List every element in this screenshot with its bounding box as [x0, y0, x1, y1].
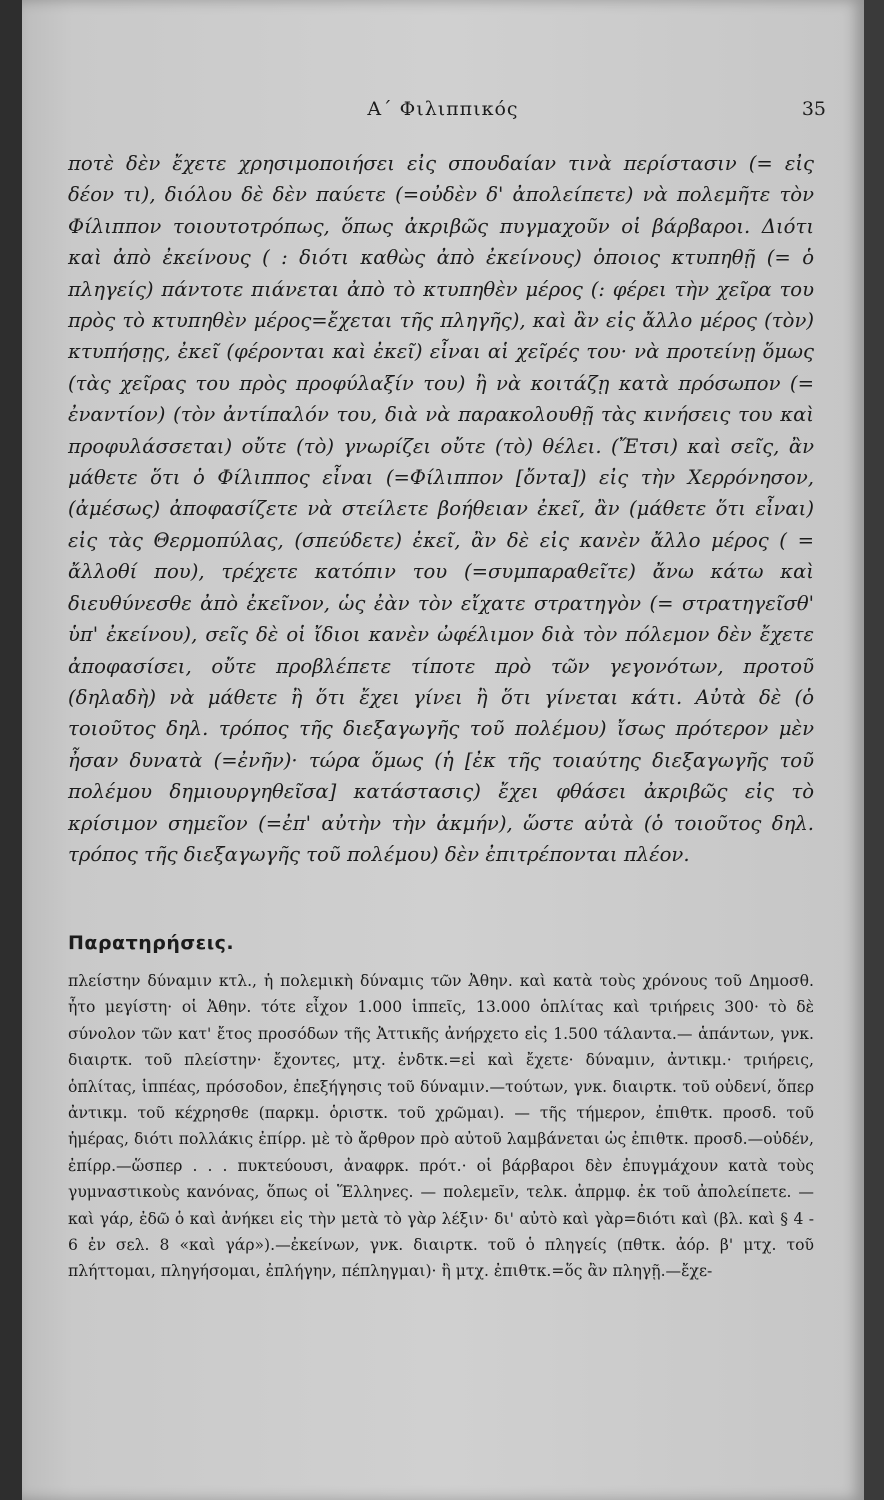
- notes-section: [68, 968, 814, 1285]
- page-number: 35: [801, 98, 826, 120]
- notes-paragraph: πλείστην δύναμιν κτλ., ἡ πολεμικὴ δύναμις τῶν Ἀθην. καὶ κατὰ τοὺς χρόνους τοῦ Δημοσθ. ἦτο μεγίστη· οἱ Ἀθην. τότε εἶχον 1.000 ἱππεῖς, 13.000 ὁπλίτας καὶ τριήρεις 300· τὸ δὲ σύνολον τῶν κατ' ἔτος προσόδων τῆς Ἀττικῆς ἀνήρχετο εἰς 1.500 τάλαντα.— ἁπάντων, γνκ. διαιρτκ. τοῦ πλείστην· ἔχοντες, μτχ. ἐνδτκ.=εἰ καὶ ἔχετε· δύναμιν, ἀντικμ.· τριήρεις, ὁπλίτας, ἱππέας, πρόσοδον, ἐπεξήγησις τοῦ δύναμιν.—τούτων, γνκ. διαιρτκ. τοῦ οὐδενί, ὅπερ ἀντικμ. τοῦ κέχρησθε (παρκμ. ὁριστκ. τοῦ χρῶμαι). — τῆς τήμερον, ἐπιθτκ. προσδ. τοῦ ἡμέρας, διότι πολλάκις ἐπίρρ. μὲ τὸ ἄρθρον πρὸ αὐτοῦ λαμβάνεται ὡς ἐπιθτκ. προσδ.—οὐδέν, ἐπίρρ.—ὥσπερ . . . πυκτεύουσι, ἀναφρκ. πρότ.· οἱ βάρβαροι δὲν ἐπυγμάχουν κατὰ τοὺς γυμναστικοὺς κανόνας, ὅπως οἱ Ἕλληνες. — πολεμεῖν, τελκ. ἀπρμφ. ἐκ τοῦ ἀπολείπετε. — καὶ γάρ, ἐδῶ ὁ καὶ ἀνήκει εἰς τὴν μετὰ τὸ γὰρ λέξιν· δι' αὐτὸ καὶ γὰρ=διότι καὶ (βλ. καὶ § 4 - 6 ἐν σελ. 8 «καὶ γάρ»).—ἐκείνων, γνκ. διαιρτκ. τοῦ ὁ πληγείς (πθτκ. ἀόρ. β' μτχ. τοῦ πλήττομαι, πληγήσομαι, ἐπλήγην, πέπληγμαι)· ἢ μτχ. ἐπιθτκ.=ὅς ἂν πληγῇ.—ἔχε-: [68, 972, 814, 1281]
- page-header: [22, 98, 864, 128]
- book-page: [22, 0, 864, 1500]
- translation-paragraph: ποτὲ δὲν ἔχετε χρησιμοποιήσει εἰς σπουδαίαν τινὰ περίστασιν (= εἰς δέον τι), διόλου δὲ δὲν παύετε (=οὐδὲν δ' ἀπολείπετε) νὰ πολεμῆτε τὸν Φίλιππον τοιουτοτρόπως, ὅπως ἀκριβῶς πυγμαχοῦν οἱ βάρβαροι. Διότι καὶ ἀπὸ ἐκείνους ( : διότι καθὼς ἀπὸ ἐκείνους) ὁποιος κτυπηθῇ (= ὁ πληγείς) πάντοτε πιάνεται ἀπὸ τὸ κτυπηθὲν μέρος (: φέρει τὴν χεῖρα του πρὸς τὸ κτυπηθὲν μέρος=ἔχεται τῆς πληγῆς), καὶ ἂν εἰς ἄλλο μέρος (τὸν) κτυπήσῃς, ἐκεῖ (φέρονται καὶ ἐκεῖ) εἶναι αἱ χεῖρές του· νὰ προτείνῃ ὅμως (τὰς χεῖρας του πρὸς προφύλαξίν του) ἢ νὰ κοιτάζῃ κατὰ πρόσωπον (= ἐναντίον) (τὸν ἀντίπαλόν του, διὰ νὰ παρακολουθῇ τὰς κινήσεις του καὶ προφυλάσσεται) οὔτε (τὸ) γνωρίζει οὔτε (τὸ) θέλει. (Ἔτσι) καὶ σεῖς, ἂν μάθετε ὅτι ὁ Φίλιππος εἶναι (=Φίλιππον [ὄντα]) εἰς τὴν Χερρόνησον, (ἀμέσως) ἀποφασίζετε νὰ στείλετε βοήθειαν ἐκεῖ, ἂν (μάθετε ὅτι εἶναι) εἰς τὰς Θερμοπύλας, (σπεύδετε) ἐκεῖ, ἂν δὲ εἰς κανὲν ἄλλο μέρος ( = ἄλλοθί που), τρέχετε κατόπιν του (=συμπαραθεῖτε) ἄνω κάτω καὶ διευθύνεσθε ἀπὸ ἐκεῖνον, ὡς ἐὰν τὸν εἴχατε στρατηγὸν (= στρατηγεῖσθ' ὑπ' ἐκείνου), σεῖς δὲ οἱ ἴδιοι κανὲν ὠφέλιμον διὰ τὸν πόλεμον δὲν ἔχετε ἀποφασίσει, οὔτε προβλέπετε τίποτε πρὸ τῶν γεγονότων, προτοῦ (δηλαδὴ) νὰ μάθετε ἢ ὅτι ἔχει γίνει ἢ ὅτι γίνεται κάτι. Αὐτὰ δὲ (ὁ τοιοῦτος δηλ. τρόπος τῆς διεξαγωγῆς τοῦ πολέμου) ἴσως πρότερον μὲν ἦσαν δυνατὰ (=ἐνῆν)· τώρα ὅμως (ἡ [ἐκ τῆς τοιαύτης διεξαγωγῆς τοῦ πολέμου δημιουργηθεῖσα] κατάστασις) ἔχει φθάσει ἀκριβῶς εἰς τὸ κρίσιμον σημεῖον (=ἐπ' αὐτὴν τὴν ἀκμήν), ὥστε αὐτὰ (ὁ τοιοῦτος δηλ. τρόπος τῆς διεξαγωγῆς τοῦ πολέμου) δὲν ἐπιτρέπονται πλέον.: [68, 152, 814, 866]
- main-translation-text: [68, 148, 814, 870]
- page-edge-shadow: [864, 0, 884, 1500]
- running-title: Α΄ Φιλιππικός: [367, 98, 519, 120]
- notes-heading: Παρατηρήσεις.: [68, 932, 235, 954]
